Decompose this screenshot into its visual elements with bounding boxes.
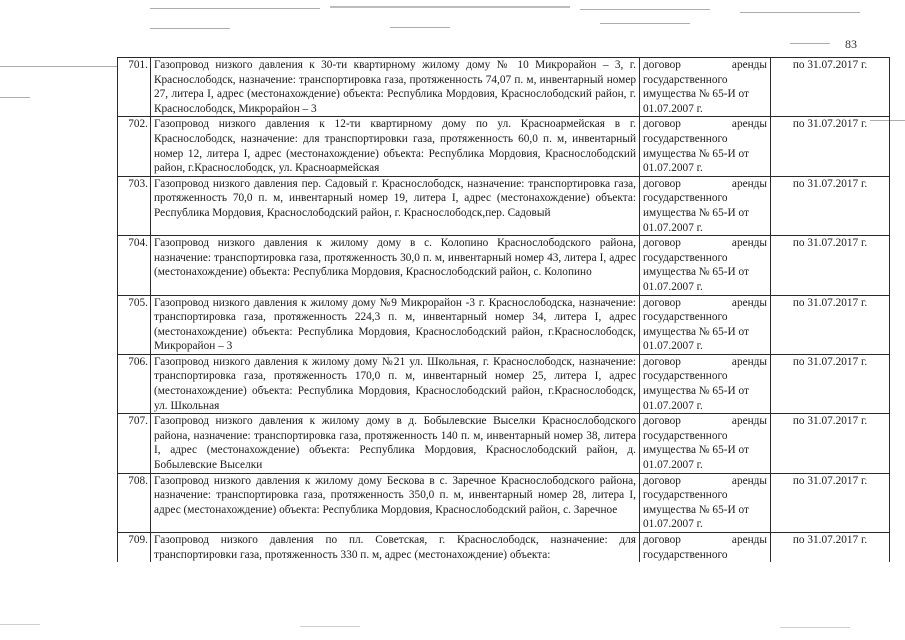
object-description: Газопровод низкого давления пер. Садовый г. Краснослободск, назначение: транспортировка газа, протяженность 70,0 п. м, инвентарный номер 19, литера I, адрес (местонахождение) объекта: Республика Мордовия, Краснослободский район, г. Краснослободск,пер. Садовый [151, 176, 640, 235]
legal-basis [640, 236, 771, 295]
table-row [118, 236, 890, 295]
row-number: 709. [118, 533, 151, 563]
term-date: по 31.07.2017 г. [771, 473, 890, 532]
row-number: 702. [118, 117, 151, 176]
object-description: Газопровод низкого давления по пл. Советская, г. Краснослободск, назначение: для транспортировки газа, протяженность 330 п. м, адрес (местонахождение) объекта: [151, 533, 640, 563]
object-description: Газопровод низкого давления к жилому дому №21 ул. Школьная, г. Краснослободск, назначение: транспортировка газа, протяженность 170,0 п. м, инвентарный номер 25, литера I, адрес (местонахождение) объекта: Республика Мордовия, Краснослободский район, г.Краснослободск, ул. Школьная [151, 354, 640, 413]
term-date: по 31.07.2017 г. [771, 295, 890, 354]
scan-artifact [330, 6, 570, 8]
basis-contract-type: договор аренды [643, 237, 767, 250]
object-description: Газопровод низкого давления к жилому дому Бескова в с. Заречное Краснослободского района, назначение: транспортировка газа, протяженность 350,0 п. м, инвентарный номер 28, литера I, адрес (местонахождение) объекта: Республика Мордовия, Краснослободский район, с. Заречное [151, 473, 640, 532]
basis-contract-details: государственного имущества № 65-И от 01.07.2007 г. [643, 132, 749, 175]
term-date: по 31.07.2017 г. [771, 354, 890, 413]
scan-artifact [780, 627, 850, 628]
row-number: 706. [118, 354, 151, 413]
object-description: Газопровод низкого давления к жилому дому в с. Колопино Краснослободского района, назначение: транспортировка газа, протяженность 30,0 п. м, инвентарный номер 43, литера I, адрес (местонахождение) объекта: Республика Мордовия, Краснослободский район, с. Колопино [151, 236, 640, 295]
term-date: по 31.07.2017 г. [771, 176, 890, 235]
basis-contract-type: договор аренды [643, 415, 767, 428]
row-number: 707. [118, 414, 151, 473]
scan-artifact [580, 9, 710, 10]
legal-basis [640, 117, 771, 176]
object-description: Газопровод низкого давления к 30-ти квартирному жилому дому № 10 Микрорайон – 3, г. Краснослободск, назначение: транспортировка газа, протяженность 74,07 п. м, инвентарный номер 27, литера I, адрес (местонахождение) объекта: Республика Мордовия, Краснослободский район, г. Краснослободск, Микрорайон – 3 [151, 58, 640, 117]
scan-artifact [0, 66, 118, 67]
basis-contract-type: договор аренды [643, 118, 767, 131]
row-number: 703. [118, 176, 151, 235]
basis-contract-details: государственного имущества № 65-И от 01.07.2007 г. [643, 251, 749, 293]
basis-contract-type: договор аренды [643, 355, 767, 368]
scan-artifact [790, 43, 830, 44]
legal-basis [640, 533, 771, 563]
basis-contract-type: договор аренды [643, 59, 767, 71]
basis-contract-details: государственного имущества № 65-И от 01.07.2007 г. [643, 311, 749, 353]
row-number: 705. [118, 295, 151, 354]
term-date: по 31.07.2017 г. [771, 117, 890, 176]
table-row [118, 473, 890, 532]
table-row [118, 533, 890, 563]
scan-artifact [300, 626, 360, 627]
legal-basis [640, 414, 771, 473]
basis-contract-type: договор аренды [643, 296, 767, 309]
basis-contract-details: государственного имущества № 65-И от 01.07.2007 г. [643, 73, 749, 115]
basis-contract-details: государственного имущества № 65-И от 01.07.2007 г. [643, 489, 749, 531]
row-number: 704. [118, 236, 151, 295]
scan-artifact [150, 28, 230, 29]
table-row [118, 295, 890, 354]
page-number: 83 [845, 37, 857, 51]
scan-artifact [150, 8, 320, 9]
basis-contract-type: договор аренды [643, 534, 767, 546]
basis-contract-details: государственного [643, 548, 728, 561]
object-description: Газопровод низкого давления к 12-ти квартирному дому по ул. Красноармейская в г. Краснослободск, назначение: для транспортировки газа, протяженность 60,0 п. м, инвентарный номер 12, литера I, адрес (местонахождение) объекта: Республика Мордовия, Краснослободский район, г.Краснослободск, ул. Красноармейская [151, 117, 640, 176]
scan-artifact [0, 97, 30, 98]
scan-artifact [0, 624, 40, 625]
scan-artifact [600, 23, 690, 24]
table-row [118, 117, 890, 176]
property-registry-table [117, 57, 890, 562]
basis-contract-type: договор аренды [643, 177, 767, 190]
basis-contract-details: государственного имущества № 65-И от 01.07.2007 г. [643, 370, 749, 412]
legal-basis [640, 58, 771, 117]
legal-basis [640, 354, 771, 413]
table-row [118, 414, 890, 473]
table-row [118, 354, 890, 413]
object-description: Газопровод низкого давления к жилому дому №9 Микрорайон -3 г. Краснослободска, назначение: транспортировка газа, протяженность 224,3 п. м, инвентарный номер 34, литера I, адрес (местонахождение) объекта: Республика Мордовия, Краснослободский район, г.Краснослободск, Микрорайон – 3 [151, 295, 640, 354]
row-number: 708. [118, 473, 151, 532]
registry-body [118, 58, 890, 563]
term-date: по 31.07.2017 г. [771, 533, 890, 563]
table-row [118, 176, 890, 235]
table-row [118, 58, 890, 117]
basis-contract-details: государственного имущества № 65-И от 01.07.2007 г. [643, 429, 749, 472]
basis-contract-details: государственного имущества № 65-И от 01.07.2007 г. [643, 192, 749, 234]
scan-artifact [390, 27, 450, 28]
term-date: по 31.07.2017 г. [771, 236, 890, 295]
term-date: по 31.07.2017 г. [771, 414, 890, 473]
legal-basis [640, 295, 771, 354]
row-number: 701. [118, 58, 151, 117]
legal-basis [640, 176, 771, 235]
basis-contract-type: договор аренды [643, 474, 767, 487]
scan-artifact [740, 12, 860, 13]
term-date: по 31.07.2017 г. [771, 58, 890, 117]
object-description: Газопровод низкого давления к жилому дому в д. Бобылевские Выселки Краснослободского района, назначение: транспортировка газа, протяженность 140 п. м, инвентарный номер 38, литера I, адрес (местонахождение) объекта: Республика Мордовия, Краснослободский район, д. Бобылевские Выселки [151, 414, 640, 473]
legal-basis [640, 473, 771, 532]
